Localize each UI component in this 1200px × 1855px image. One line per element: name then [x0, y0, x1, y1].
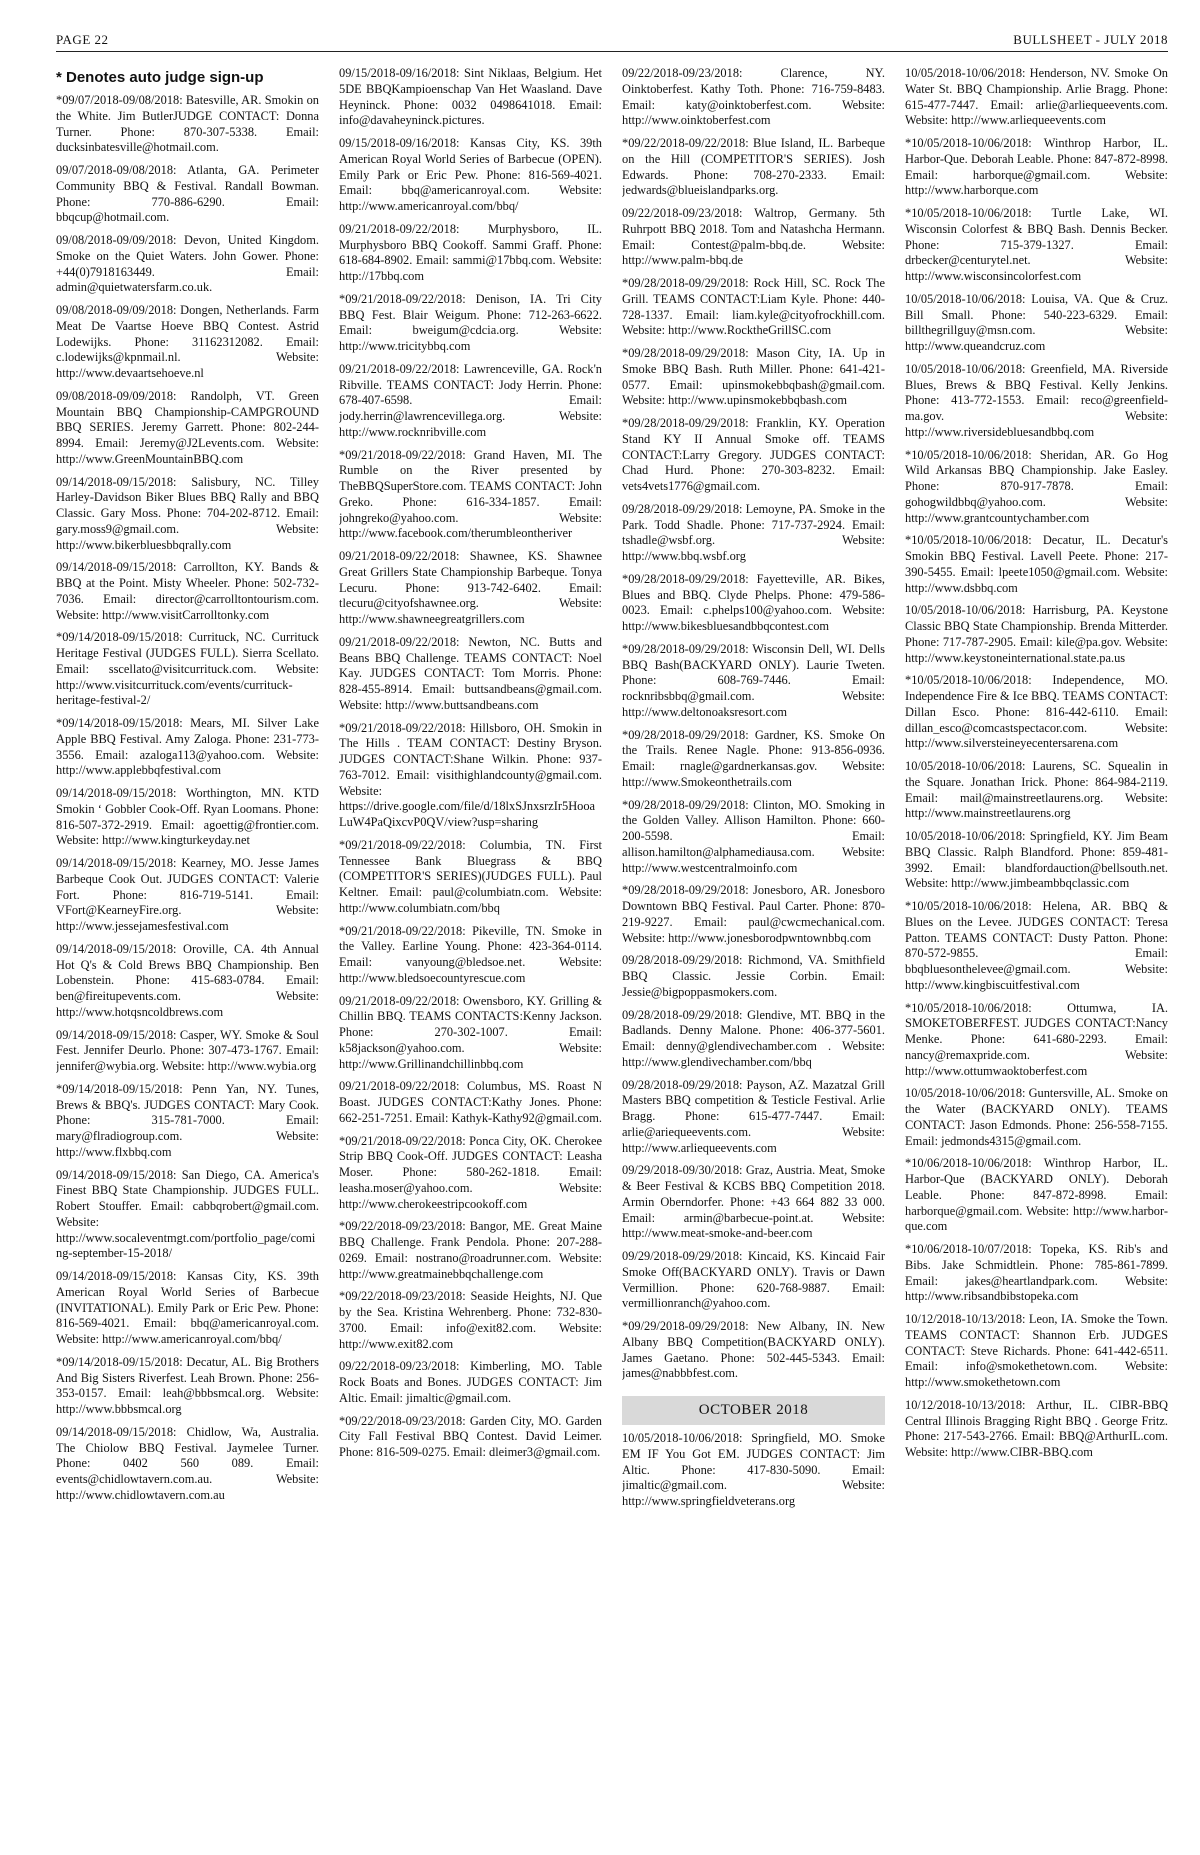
event-listing: *09/21/2018-09/22/2018: Pikeville, TN. Smoke in the Valley. Earline Young. Phone: 423-364-0114. Email: vanyoung@bledsoe.net. Website: http://www.bledsoecountyrescue.com: [339, 923, 602, 985]
event-listing: *10/06/2018-10/07/2018: Topeka, KS. Rib's and Bibs. Jake Schmidtlein. Phone: 785-861-7899. Email: jakes@heartlandpark.com. Website: http://www.ribsandbibstopeka.com: [905, 1242, 1168, 1304]
event-listing: 10/05/2018-10/06/2018: Harrisburg, PA. Keystone Classic BBQ State Championship. Brenda Mitterder. Phone: 717-787-2905. Email: kile@pa.gov. Website: http://www.keystoneinternational.state.pa.us: [905, 603, 1168, 665]
event-listing: *09/14/2018-09/15/2018: Currituck, NC. Currituck Heritage Festival (JUDGES FULL). Sierra Scellato. Email: sscellato@visitcurrituck.com. Website: http://www.visitcurrituck.com/events/currituck-heritage-festival-2/: [56, 630, 319, 708]
event-listing: *09/07/2018-09/08/2018: Batesville, AR. Smokin on the White. Jim ButlerJUDGE CONTACT: Donna Turner. Phone: 870-307-5338. Email: ducksinbatesville@hotmail.com.: [56, 93, 319, 155]
event-listing: *09/22/2018-09/22/2018: Blue Island, IL. Barbeque on the Hill (COMPETITOR'S SERIES). Josh Edwards. Phone: 708-270-2333. Email: jedwards@blueislandparks.org.: [622, 136, 885, 198]
event-listing: *10/05/2018-10/06/2018: Independence, MO. Independence Fire & Ice BBQ. TEAMS CONTACT: Dillan Esco. Phone: 816-442-6110. Email: dillan_esco@comcastspectacor.com. Website: http://www.silversteineyecentersarena.com: [905, 673, 1168, 751]
event-listing: *09/22/2018-09/23/2018: Garden City, MO. Garden City Fall Festival BBQ Contest. David Leimer. Phone: 816-509-0275. Email: dleimer3@gmail.com.: [339, 1413, 602, 1459]
event-listing: *10/05/2018-10/06/2018: Turtle Lake, WI. Wisconsin Colorfest & BBQ Bash. Dennis Becker. Phone: 715-379-1327. Email: drbecker@centurytel.net. Website: http://www.wisconsincolorfest.com: [905, 206, 1168, 283]
event-listing: *10/05/2018-10/06/2018: Helena, AR. BBQ & Blues on the Levee. JUDGES CONTACT: Teresa Patton. TEAMS CONTACT: Dusty Patton. Phone: 870-572-9855. Email: bbqbluesonthelevee@gmail.com. Website: http://www.kingbiscuitfestival.com: [905, 899, 1168, 992]
event-listing: 09/14/2018-09/15/2018: Worthington, MN. KTD Smokin ‘ Gobbler Cook-Off. Ryan Loomans. Phone: 816-507-372-2919. Email: agoettig@frontier.com. Website: http://www.kingturkeyday.net: [56, 786, 319, 848]
event-listing: *09/28/2018-09/29/2018: Fayetteville, AR. Bikes, Blues and BBQ. Clyde Phelps. Phone: 479-586-0023. Email: c.phelps100@yahoo.com. Website: http://www.bikesbluesandbbqcontest.com: [622, 571, 885, 633]
event-listing: *10/05/2018-10/06/2018: Ottumwa, IA. SMOKETOBERFEST. JUDGES CONTACT:Nancy Menke. Phone: 641-680-2293. Email: nancy@remaxpride.com. Website: http://www.ottumwaoktoberfest.com: [905, 1000, 1168, 1078]
page-number: PAGE 22: [56, 32, 109, 47]
event-listing: 09/15/2018-09/16/2018: Kansas City, KS. 39th American Royal World Series of Barbecue (OPEN). Emily Park or Eric Pew. Phone: 816-569-4021. Email: bbq@americanroyal.com. Website: http://www.americanroyal.com/bbq/: [339, 136, 602, 213]
event-listing: 09/21/2018-09/22/2018: Lawrenceville, GA. Rock'n Ribville. TEAMS CONTACT: Jody Herrin. Phone: 678-407-6598. Email: jody.herrin@lawrencevillega.org. Website: http://www.rocknribville.com: [339, 361, 602, 439]
event-listing: 09/07/2018-09/08/2018: Atlanta, GA. Perimeter Community BBQ & Festival. Randall Bowman. Phone: 770-886-6290. Email: bbqcup@hotmail.com.: [56, 163, 319, 225]
event-listing: 09/15/2018-09/16/2018: Sint Niklaas, Belgium. Het 5DE BBQKampioenschap Van Het Waasland. Dave Heyninck. Phone: 0032 0498641018. Email: info@davaheyninck.pictures.: [339, 66, 602, 128]
event-listing: 09/29/2018-09/29/2018: Kincaid, KS. Kincaid Fair Smoke Off(BACKYARD ONLY). Travis or Dawn Vermillion. Phone: 620-768-9887. Email: vermillionranch@yahoo.com.: [622, 1249, 885, 1311]
column-3: [622, 66, 885, 1836]
event-listing: 10/05/2018-10/06/2018: Springfield, MO. Smoke EM IF You Got EM. JUDGES CONTACT: Jim Altic. Phone: 417-830-5090. Email: jimaltic@gmail.com. Website: http://www.springfieldveterans.org: [622, 1431, 885, 1509]
event-listing: 09/28/2018-09/29/2018: Payson, AZ. Mazatzal Grill Masters BBQ competition & Testicle Festival. Arlie Bragg. Phone: 615-477-7447. Email: arlie@ariequeevents.com. Website: http://www.arliequeevents.com: [622, 1077, 885, 1155]
event-listing: 10/05/2018-10/06/2018: Louisa, VA. Que & Cruz. Bill Small. Phone: 540-223-6329. Email: billthegrillguy@msn.com. Website: http://www.queandcruz.com: [905, 291, 1168, 353]
event-listing: *09/28/2018-09/29/2018: Franklin, KY. Operation Stand KY II Annual Smoke off. TEAMS CONTACT:Larry Gregory. JUDGES CONTACT: Chad Hurd. Phone: 270-303-8232. Email: vets4vets1776@gmail.com.: [622, 416, 885, 493]
event-listing: *09/28/2018-09/29/2018: Mason City, IA. Up in Smoke BBQ Bash. Ruth Miller. Phone: 641-421-0577. Email: upinsmokebbqbash@gmail.com. Website: http://www.upinsmokebbqbash.com: [622, 346, 885, 408]
event-listing: *09/28/2018-09/29/2018: Clinton, MO. Smoking in the Golden Valley. Allison Hamilton. Phone: 660-200-5598. Email: allison.hamilton@alphamediausa.com. Website: http://www.westcentralmoinfo.com: [622, 797, 885, 875]
event-listing: 09/14/2018-09/15/2018: Chidlow, Wa, Australia. The Chiolow BBQ Festival. Jaymelee Turner. Phone: 0402 560 089. Email: events@chidlowtavern.com.au. Website: http://www.chidlowtavern.com.au: [56, 1424, 319, 1502]
event-listing: *09/21/2018-09/22/2018: Denison, IA. Tri City BBQ Fest. Blair Weigum. Phone: 712-263-6622. Email: bweigum@cdcia.org. Website: http://www.tricitybbq.com: [339, 291, 602, 353]
event-listing: 09/22/2018-09/23/2018: Kimberling, MO. Table Rock Boats and Bones. JUDGES CONTACT: Jim Altic. Email: jimaltic@gmail.com.: [339, 1359, 602, 1405]
event-listing: 09/28/2018-09/29/2018: Glendive, MT. BBQ in the Badlands. Denny Malone. Phone: 406-377-5601. Email: denny@glendivechamber.com . Website: http://www.glendivechamber.com/bbq: [622, 1007, 885, 1069]
event-listing: 10/12/2018-10/13/2018: Leon, IA. Smoke the Town. TEAMS CONTACT: Shannon Erb. JUDGES CONTACT: Steve Richards. Phone: 641-442-6511. Email: info@smokethetown.com. Website: http://www.smokethetown.com: [905, 1312, 1168, 1389]
event-listing: 09/08/2018-09/09/2018: Randolph, VT. Green Mountain BBQ Championship-CAMPGROUND BBQ SERIES. Jeremy Garrett. Phone: 802-244-8994. Email: Jeremy@J2Levents.com. Website: http://www.GreenMountainBBQ.com: [56, 388, 319, 466]
event-listing: *09/28/2018-09/29/2018: Jonesboro, AR. Jonesboro Downtown BBQ Festival. Paul Carter. Phone: 870-219-9227. Email: paul@cwcmechanical.com. Website: http://www.jonesborodpwntownbbq.com: [622, 883, 885, 945]
auto-judge-note: * Denotes auto judge sign-up: [56, 69, 264, 86]
event-listing: *09/28/2018-09/29/2018: Wisconsin Dell, WI. Dells BBQ Bash(BACKYARD ONLY). Laurie Tweten. Phone: 608-769-7446. Email: rocknribsbbq@gmail.com. Website: http://www.deltonoaksresort.com: [622, 641, 885, 719]
event-listing: *09/29/2018-09/29/2018: New Albany, IN. New Albany BBQ Competition(BACKYARD ONLY). James Gaetano. Phone: 502-445-5343. Email: james@nabbbfest.com.: [622, 1319, 885, 1381]
month-heading: OCTOBER 2018: [622, 1396, 885, 1425]
event-listing: 10/05/2018-10/06/2018: Springfield, KY. Jim Beam BBQ Classic. Ralph Blandford. Phone: 859-481-3992. Email: blandfordauction@bellsouth.net. Website: http://www.jimbeambbqclassic.com: [905, 829, 1168, 891]
event-listing: *09/14/2018-09/15/2018: Decatur, AL. Big Brothers And Big Sisters Riverfest. Leah Brown. Phone: 256-353-0157. Email: leah@bbbsmcal.org. Website: http://www.bbbsmcal.org: [56, 1354, 319, 1417]
event-listing: *10/05/2018-10/06/2018: Sheridan, AR. Go Hog Wild Arkansas BBQ Championship. Jake Easley. Phone: 870-917-7878. Email: gohogwildbbq@yahoo.com. Website: http://www.grantcountychamber.com: [905, 447, 1168, 525]
event-listing: 09/14/2018-09/15/2018: Oroville, CA. 4th Annual Hot Q's & Cold Brews BBQ Championship. Ben Lobenstein. Phone: 415-683-0784. Email: ben@fireitupevents.com. Website: http://www.hotqsncoldbrews.com: [56, 941, 319, 1019]
event-listing: *09/28/2018-09/29/2018: Gardner, KS. Smoke On the Trails. Renee Nagle. Phone: 913-856-0936. Email: rnagle@gardnerkansas.gov. Website: http://www.Smokeonthetrails.com: [622, 727, 885, 789]
event-listing: 09/14/2018-09/15/2018: San Diego, CA. America's Finest BBQ State Championship. JUDGES FULL. Robert Stouffer. Email: cabbqrobert@gmail.com. Website: http://www.socaleventmgt.com/portfolio_page/coming-september-15-2018/: [56, 1167, 319, 1261]
column-4: [905, 66, 1168, 1836]
event-listing: 09/21/2018-09/22/2018: Murphysboro, IL. Murphysboro BBQ Cookoff. Sammi Graff. Phone: 618-684-8902. Email: sammi@17bbq.com. Website: http://17bbq.com: [339, 221, 602, 283]
issue-title: BULLSHEET - JULY 2018: [1013, 32, 1168, 47]
page-header: [56, 0, 1168, 52]
event-listing: 09/22/2018-09/23/2018: Clarence, NY. Oinktoberfest. Kathy Toth. Phone: 716-759-8483. Email: katy@oinktoberfest.com. Website: http://www.oinktoberfest.com: [622, 66, 885, 128]
event-listing: 10/05/2018-10/06/2018: Guntersville, AL. Smoke on the Water (BACKYARD ONLY). TEAMS CONTACT: Jason Edmonds. Phone: 256-558-7155. Email: jedmonds4315@gmail.com.: [905, 1086, 1168, 1148]
event-listing: 10/12/2018-10/13/2018: Arthur, IL. CIBR-BBQ Central Illinois Bragging Right BBQ . George Fritz. Phone: 217-543-2766. Email: BBQ@ArthurIL.com. Website: http://www.CIBR-BBQ.com: [905, 1397, 1168, 1459]
event-listing: 09/14/2018-09/15/2018: Casper, WY. Smoke & Soul Fest. Jennifer Deurlo. Phone: 307-473-1767. Email: jennifer@wybia.org. Website: http://www.wybia.org: [56, 1027, 319, 1074]
event-listing: 10/05/2018-10/06/2018: Laurens, SC. Squealin in the Square. Jonathan Irick. Phone: 864-984-2119. Email: mail@mainstreetlaurens.org. Website: http://www.mainstreetlaurens.org: [905, 759, 1168, 821]
event-listing: 09/29/2018-09/30/2018: Graz, Austria. Meat, Smoke & Beer Festival & KCBS BBQ Competition 2018. Armin Oberndorfer. Phone: +43 664 882 33 000. Email: armin@barbecue-point.at. Website: http://www.meat-smoke-and-beer.com: [622, 1163, 885, 1241]
event-listing: *09/14/2018-09/15/2018: Penn Yan, NY. Tunes, Brews & BBQ's. JUDGES CONTACT: Mary Cook. Phone: 315-781-7000. Email: mary@flradiogroup.com. Website: http://www.flxbbq.com: [56, 1081, 319, 1159]
event-listing: *09/21/2018-09/22/2018: Hillsboro, OH. Smokin in The Hills . TEAM CONTACT: Destiny Bryson. JUDGES CONTACT:Shane Wilkin. Phone: 937-763-7012. Email: visithighlandcounty@gmail.com. Website: https://drive.google.com/file/d/18lxSJnxsrzIr5HooaLuW4PaQixcvP0QV/view?usp=sharing: [339, 720, 602, 829]
event-listing: 09/21/2018-09/22/2018: Columbus, MS. Roast N Boast. JUDGES CONTACT:Kathy Jones. Phone: 662-251-7251. Email: Kathyk-Kathy92@gmail.com.: [339, 1079, 602, 1125]
event-listing: *10/05/2018-10/06/2018: Decatur, IL. Decatur's Smokin BBQ Festival. Lavell Peete. Phone: 217-390-5455. Email: lpeete1050@gmail.com. Website: http://www.dsbbq.com: [905, 533, 1168, 595]
event-listing: 09/14/2018-09/15/2018: Carrollton, KY. Bands & BBQ at the Point. Misty Wheeler. Phone: 502-732-7036. Email: director@carrolltontourism.com. Website: http://www.visitCarrolltonky.com: [56, 560, 319, 622]
event-listing: *10/06/2018-10/06/2018: Winthrop Harbor, IL. Harbor-Que (BACKYARD ONLY). Deborah Leable. Phone: 847-872-8998. Email: harborque@gmail.com. Website: http://www.harbor-que.com: [905, 1156, 1168, 1234]
event-listing: *09/21/2018-09/22/2018: Columbia, TN. First Tennessee Bank Bluegrass & BBQ (COMPETITOR'S SERIES)(JUDGES FULL). Paul Keltner. Email: paul@columbiatn.com. Website: http://www.columbiatn.com/bbq: [339, 837, 602, 915]
event-listing: 09/21/2018-09/22/2018: Owensboro, KY. Grilling & Chillin BBQ. TEAMS CONTACTS:Kenny Jackson. Phone: 270-302-1007. Email: k58jackson@yahoo.com. Website: http://www.Grillinandchillinbbq.com: [339, 993, 602, 1071]
event-listing: 09/14/2018-09/15/2018: Kansas City, KS. 39th American Royal World Series of Barbecue (INVITATIONAL). Emily Park or Eric Pew. Phone: 816-569-4021. Email: bbq@americanroyal.com. Website: http://www.americanroyal.com/bbq/: [56, 1269, 319, 1347]
event-listing: 09/21/2018-09/22/2018: Shawnee, KS. Shawnee Great Grillers State Championship Barbeque. Tonya Lecuru. Phone: 913-742-6402. Email: tlecuru@cityofshawnee.org. Website: http://www.shawneegreatgrillers.com: [339, 549, 602, 626]
event-listing: *10/05/2018-10/06/2018: Winthrop Harbor, IL. Harbor-Que. Deborah Leable. Phone: 847-872-8998. Email: harborque@gmail.com. Website: http://www.harborque.com: [905, 136, 1168, 198]
event-listing: 09/28/2018-09/29/2018: Lemoyne, PA. Smoke in the Park. Todd Shadle. Phone: 717-737-2924. Email: tshadle@wsbf.org. Website: http://www.bbq.wsbf.org: [622, 501, 885, 563]
event-listing: 09/14/2018-09/15/2018: Salisbury, NC. Tilley Harley-Davidson Biker Blues BBQ Rally and BBQ Classic. Gary Moss. Phone: 704-202-8712. Email: gary.moss9@gmail.com. Website: http://www.bikerbluesbbqrally.com: [56, 474, 319, 552]
event-listing: *09/21/2018-09/22/2018: Grand Haven, MI. The Rumble on the River presented by TheBBQSuperStore.com. TEAMS CONTACT: John Greko. Phone: 616-334-1857. Email: johngreko@yahoo.com. Website: http://www.facebook.com/therumbleontheriver: [339, 447, 602, 541]
event-listing: 09/14/2018-09/15/2018: Kearney, MO. Jesse James Barbeque Cook Out. JUDGES CONTACT: Valerie Fort. Phone: 816-719-5141. Email: VFort@KearneyFire.org. Website: http://www.jessejamesfestival.com: [56, 856, 319, 934]
event-listing: 09/08/2018-09/09/2018: Devon, United Kingdom. Smoke on the Quiet Waters. John Gower. Phone: +44(0)7918163449. Email: admin@quietwatersfarm.co.uk.: [56, 233, 319, 295]
column-2: [339, 66, 602, 1836]
listing-columns: [56, 66, 1168, 1836]
event-listing: 09/21/2018-09/22/2018: Newton, NC. Butts and Beans BBQ Challenge. TEAMS CONTACT: Noel Kay. JUDGES CONTACT: Tom Morris. Phone: 828-455-8914. Email: buttsandbeans@gmail.com. Website: http://www.buttsandbeans.com: [339, 634, 602, 712]
event-listing: *09/22/2018-09/23/2018: Bangor, ME. Great Maine BBQ Challenge. Frank Pendola. Phone: 207-288-0269. Email: nostrano@roadrunner.com. Website: http://www.greatmainebbqchallenge.com: [339, 1219, 602, 1281]
event-listing: *09/14/2018-09/15/2018: Mears, MI. Silver Lake Apple BBQ Festival. Amy Zaloga. Phone: 231-773-3556. Email: azaloga113@yahoo.com. Website: http://www.applebbqfestival.com: [56, 716, 319, 778]
column-1: [56, 66, 319, 1836]
event-listing: *09/21/2018-09/22/2018: Ponca City, OK. Cherokee Strip BBQ Cook-Off. JUDGES CONTACT: Leasha Moser. Phone: 580-262-1818. Email: leasha.moser@yahoo.com. Website: http://www.cherokeestripcookoff.com: [339, 1133, 602, 1211]
event-listing: *09/28/2018-09/29/2018: Rock Hill, SC. Rock The Grill. TEAMS CONTACT:Liam Kyle. Phone: 440-728-1337. Email: liam.kyle@cityofrockhill.com. Website: http://www.RocktheGrillSC.com: [622, 276, 885, 338]
event-listing: 10/05/2018-10/06/2018: Henderson, NV. Smoke On Water St. BBQ Championship. Arlie Bragg. Phone: 615-477-7447. Email: arlie@arliequeevents.com. Website: http://www.arliequeevents.com: [905, 66, 1168, 128]
event-listing: 09/28/2018-09/29/2018: Richmond, VA. Smithfield BBQ Classic. Jessie Corbin. Email: Jessie@bigpoppasmokers.com.: [622, 953, 885, 999]
event-listing: 10/05/2018-10/06/2018: Greenfield, MA. Riverside Blues, Brews & BBQ Festival. Kelly Jenkins. Phone: 413-772-1553. Email: reco@greenfield-ma.gov. Website: http://www.riversidebluesandbbq.com: [905, 361, 1168, 439]
event-listing: *09/22/2018-09/23/2018: Seaside Heights, NJ. Que by the Sea. Kristina Wehrenberg. Phone: 732-830-3700. Email: info@exit82.com. Website: http://www.exit82.com: [339, 1289, 602, 1351]
event-listing: 09/08/2018-09/09/2018: Dongen, Netherlands. Farm Meat De Vaartse Hoeve BBQ Contest. Astrid Lodewijks. Phone: 31162312082. Email: c.lodewijks@kpnmail.nl. Website: http://www.devaartsehoeve.nl: [56, 303, 319, 381]
event-listing: 09/22/2018-09/23/2018: Waltrop, Germany. 5th Ruhrpott BBQ 2018. Tom and Natashcha Hermann. Email: Contest@palm-bbq.de. Website: http://www.palm-bbq.de: [622, 206, 885, 268]
